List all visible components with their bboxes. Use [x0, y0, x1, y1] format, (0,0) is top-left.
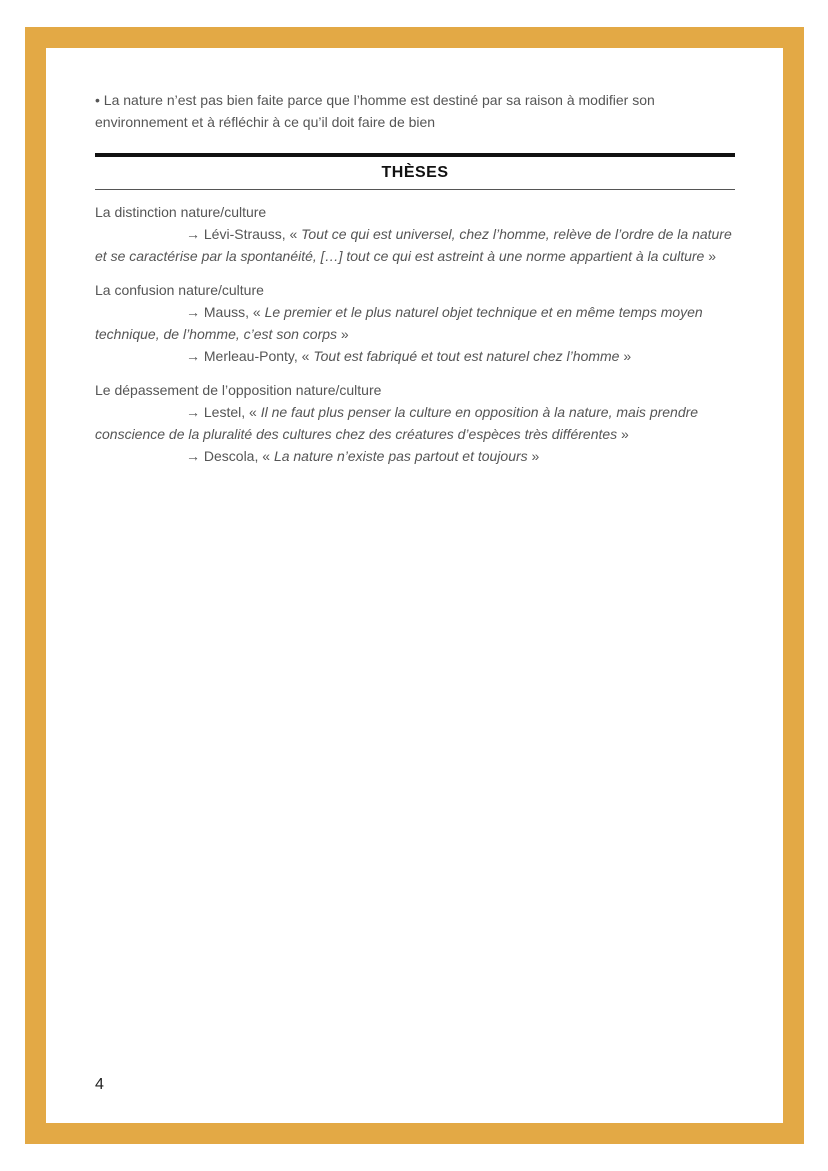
section-title: THÈSES	[381, 164, 449, 181]
section-bottom-rule	[95, 189, 735, 190]
group-heading: Le dépassement de l’opposition nature/culture	[95, 382, 382, 398]
thesis-entry-lestel	[95, 401, 735, 445]
entry-quote: Il ne faut plus penser la culture en opposition à la nature, mais prendre conscience de la pluralité des cultures chez des créatures d’espèces très différentes	[95, 404, 699, 442]
thesis-entry-levi-strauss	[95, 223, 735, 267]
thesis-group-distinction	[95, 201, 735, 267]
page-number: 4	[95, 1076, 104, 1093]
entry-close: »	[704, 248, 717, 264]
entry-close: »	[337, 326, 349, 342]
group-heading: La confusion nature/culture	[95, 282, 264, 298]
entry-author: → Merleau-Ponty, «	[186, 348, 314, 364]
thesis-entry-mauss	[95, 301, 735, 345]
entry-close: »	[619, 348, 632, 364]
entry-quote: Le premier et le plus naturel objet technique et en même temps moyen technique, de l’homme, c’est son corps	[95, 304, 703, 342]
thesis-group-depassement	[95, 379, 735, 467]
group-heading: La distinction nature/culture	[95, 204, 267, 220]
thesis-entry-merleau-ponty	[95, 345, 735, 367]
entry-author: → Descola, «	[186, 448, 274, 464]
entry-close: »	[527, 448, 540, 464]
entry-quote: Tout ce qui est universel, chez l’homme, relève de l’ordre de la nature et se caractérise par la spontanéité, […] tout ce qui est astreint à une norme appartient à la culture	[95, 226, 732, 264]
intro-paragraph: • La nature n’est pas bien faite parce que l’homme est destiné par sa raison à modifier son environnement et à réfléchir à ce qu’il doit faire de bien	[95, 92, 655, 130]
entry-author: → Lévi-Strauss, «	[186, 226, 302, 242]
entry-quote: Tout est fabriqué et tout est naturel chez l’homme	[313, 348, 620, 364]
thesis-group-confusion	[95, 279, 735, 367]
entry-author: → Lestel, «	[186, 404, 261, 420]
page-content	[95, 89, 735, 479]
entry-quote: La nature n’existe pas partout et toujours	[273, 448, 528, 464]
entry-close: »	[617, 426, 629, 442]
thesis-entry-descola	[95, 445, 735, 467]
entry-author: → Mauss, «	[186, 304, 265, 320]
